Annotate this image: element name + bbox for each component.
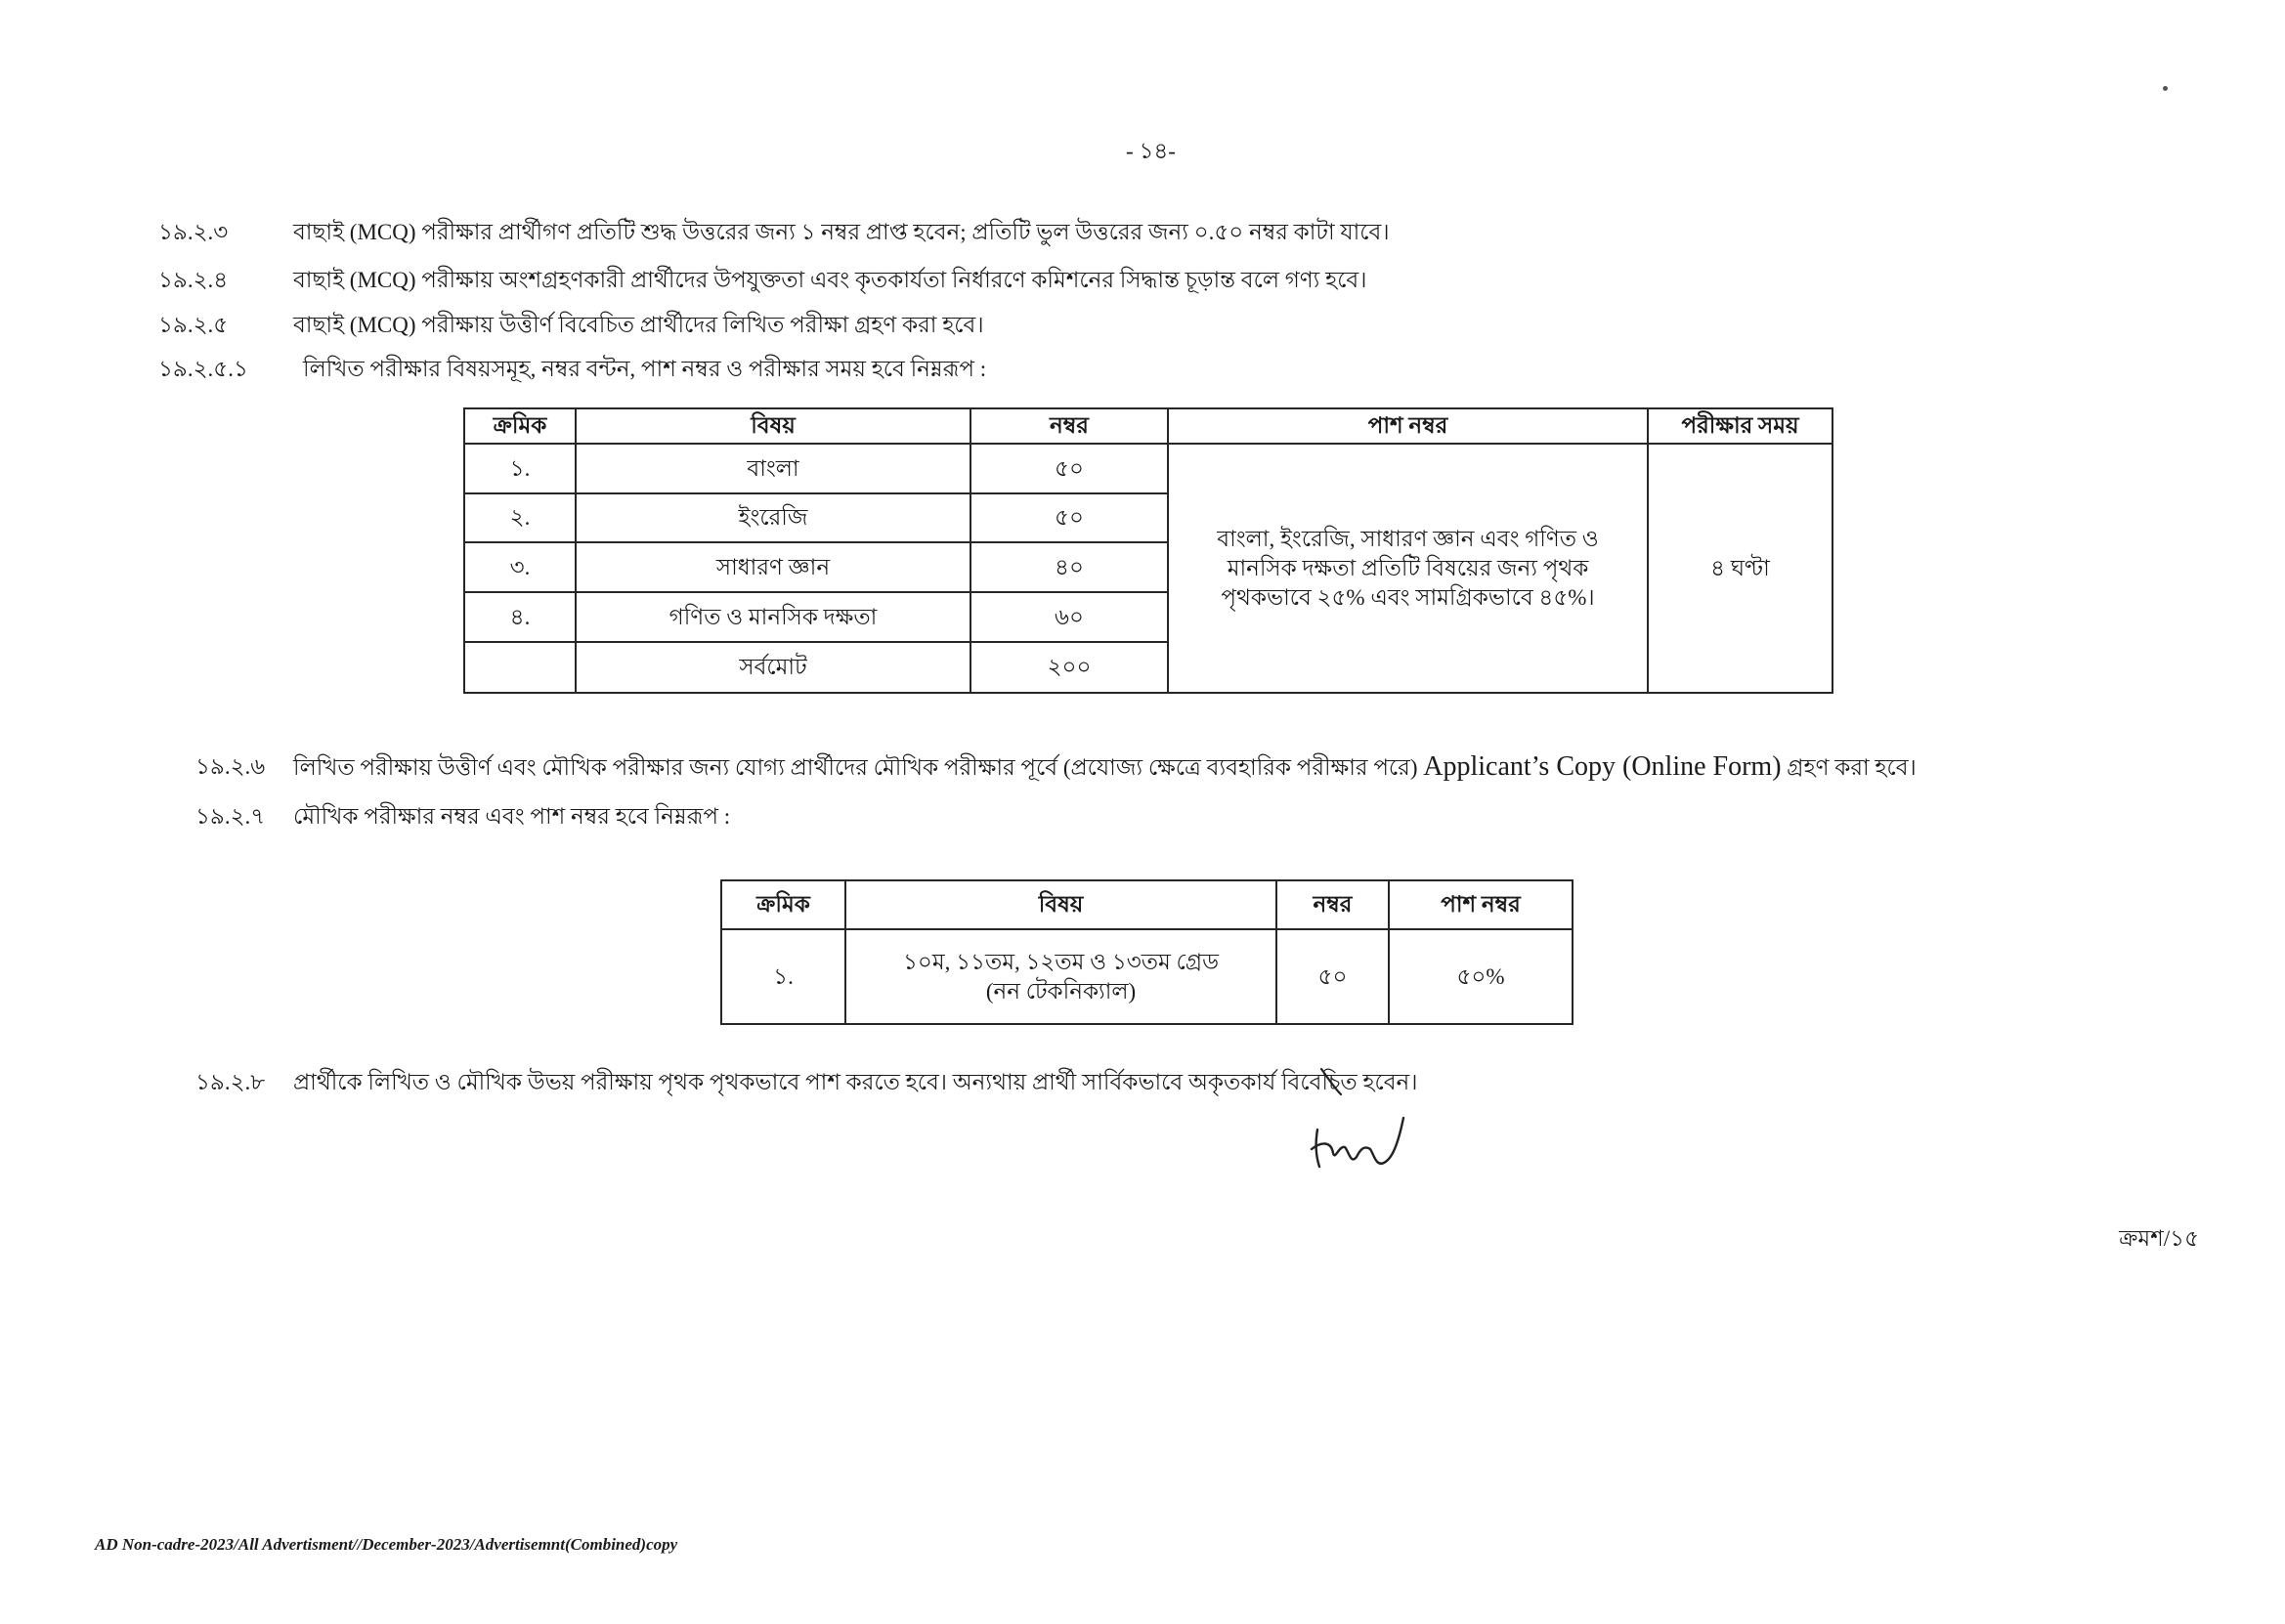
clause-number: ১৯.২.৪	[158, 268, 229, 292]
cell-subject: সাধারণ জ্ঞান	[576, 542, 970, 592]
clause-number: ১৯.২.৫	[158, 313, 229, 337]
table-header-row	[464, 408, 1832, 444]
cell-subject: ইংরেজি	[576, 493, 970, 542]
cell-marks: ৫০	[970, 493, 1168, 542]
written-exam-table	[463, 407, 1833, 694]
cell-exam-duration: ৪ ঘণ্টা	[1648, 444, 1832, 693]
subject-line: (নন টেকনিক্যাল)	[985, 978, 1137, 1004]
cell-total-marks: ২০০	[970, 642, 1168, 693]
page-number: - ১৪-	[1126, 139, 1176, 163]
header-subject: বিষয়	[845, 880, 1276, 929]
clause-text-bengali-end: গ্রহণ করা হবে।	[1781, 755, 1917, 780]
clause-text: প্রার্থীকে লিখিত ও মৌখিক উভয় পরীক্ষায় পৃথক পৃথকভাবে পাশ করতে হবে। অন্যথায় প্রার্থী সার্বিকভাবে অকৃতকার্য বিবেচিত হবেন।	[293, 1070, 1418, 1094]
clause-19-2-5-1	[158, 355, 2201, 384]
header-subject: বিষয়	[576, 408, 970, 444]
pass-marks-line: পৃথকভাবে ২৫% এবং সামগ্রিকভাবে ৪৫%।	[1221, 584, 1595, 610]
cell-serial	[464, 642, 576, 693]
clause-number: ১৯.২.৮	[195, 1070, 266, 1094]
subject-line: ১০ম, ১১তম, ১২তম ও ১৩তম গ্রেড	[902, 949, 1219, 974]
clause-19-2-4	[158, 266, 2201, 295]
continuation-note: ক্রমশ/১৫	[2119, 1226, 2199, 1251]
clause-19-2-8	[195, 1068, 2199, 1097]
cell-marks: ৬০	[970, 592, 1168, 642]
pass-marks-line: বাংলা, ইংরেজি, সাধারণ জ্ঞান এবং গণিত ও	[1217, 526, 1599, 551]
cell-total-label: সর্বমোট	[576, 642, 970, 693]
cell-pass-marks	[1168, 444, 1648, 693]
clause-19-2-3	[158, 218, 2201, 247]
clause-number: ১৯.২.৭	[195, 804, 266, 829]
header-pass-marks: পাশ নম্বর	[1168, 408, 1648, 444]
footer-file-path: AD Non-cadre-2023/All Advertisment//December-2023/Advertisemnt(Combined)copy	[95, 1535, 678, 1554]
cell-marks: ৫০	[1276, 929, 1389, 1024]
cell-serial: ৪.	[464, 592, 576, 642]
cell-serial: ২.	[464, 493, 576, 542]
clause-number: ১৯.২.৫.১	[158, 357, 248, 381]
cell-subject: গণিত ও মানসিক দক্ষতা	[576, 592, 970, 642]
cell-serial: ১.	[721, 929, 845, 1024]
cell-pass-marks: ৫০%	[1389, 929, 1573, 1024]
clause-19-2-5	[158, 311, 2201, 340]
scan-speck	[2163, 86, 2168, 91]
header-marks: নম্বর	[970, 408, 1168, 444]
clause-text	[293, 749, 2199, 786]
signature	[1300, 1063, 1427, 1180]
cell-subject	[845, 929, 1276, 1024]
header-serial: ক্রমিক	[464, 408, 576, 444]
clause-text: বাছাই (MCQ) পরীক্ষায় উত্তীর্ণ বিবেচিত প্রার্থীদের লিখিত পরীক্ষা গ্রহণ করা হবে।	[293, 313, 984, 337]
table-header-row	[721, 880, 1573, 929]
table-row	[464, 444, 1832, 493]
clause-number: ১৯.২.৬	[195, 754, 266, 779]
header-pass-marks: পাশ নম্বর	[1389, 880, 1573, 929]
header-marks: নম্বর	[1276, 880, 1389, 929]
cell-subject: বাংলা	[576, 444, 970, 493]
clause-text: বাছাই (MCQ) পরীক্ষায় অংশগ্রহণকারী প্রার্থীদের উপযুক্ততা এবং কৃতকার্যতা নির্ধারণে কমিশনের সিদ্ধান্ত চূড়ান্ত বলে গণ্য হবে।	[293, 268, 1367, 292]
clause-19-2-7	[195, 802, 2199, 832]
oral-exam-table	[720, 879, 1574, 1025]
clause-number: ১৯.২.৩	[158, 220, 229, 244]
table-row	[721, 929, 1573, 1024]
clause-text: মৌখিক পরীক্ষার নম্বর এবং পাশ নম্বর হবে নিম্নরূপ :	[293, 804, 731, 829]
cell-marks: ৪০	[970, 542, 1168, 592]
cell-serial: ৩.	[464, 542, 576, 592]
pass-marks-line: মানসিক দক্ষতা প্রতিটি বিষয়ের জন্য পৃথক	[1227, 555, 1589, 580]
header-serial: ক্রমিক	[721, 880, 845, 929]
cell-marks: ৫০	[970, 444, 1168, 493]
header-exam-duration: পরীক্ষার সময়	[1648, 408, 1832, 444]
cell-serial: ১.	[464, 444, 576, 493]
clause-text: লিখিত পরীক্ষার বিষয়সমূহ, নম্বর বন্টন, পাশ নম্বর ও পরীক্ষার সময় হবে নিম্নরূপ :	[303, 357, 987, 381]
clause-text-bengali: লিখিত পরীক্ষায় উত্তীর্ণ এবং মৌখিক পরীক্ষার জন্য যোগ্য প্রার্থীদের মৌখিক পরীক্ষার পূর্বে (প্রযোজ্য ক্ষেত্রে ব্যবহারিক পরীক্ষার পরে)	[293, 755, 1424, 780]
clause-19-2-6	[195, 749, 2199, 785]
clause-text: বাছাই (MCQ) পরীক্ষার প্রার্থীগণ প্রতিটি শুদ্ধ উত্তরের জন্য ১ নম্বর প্রাপ্ত হবেন; প্রতিটি ভুল উত্তরের জন্য ০.৫০ নম্বর কাটা যাবে।	[293, 220, 1390, 244]
clause-text-latin: Applicant’s Copy (Online Form)	[1423, 751, 1782, 782]
